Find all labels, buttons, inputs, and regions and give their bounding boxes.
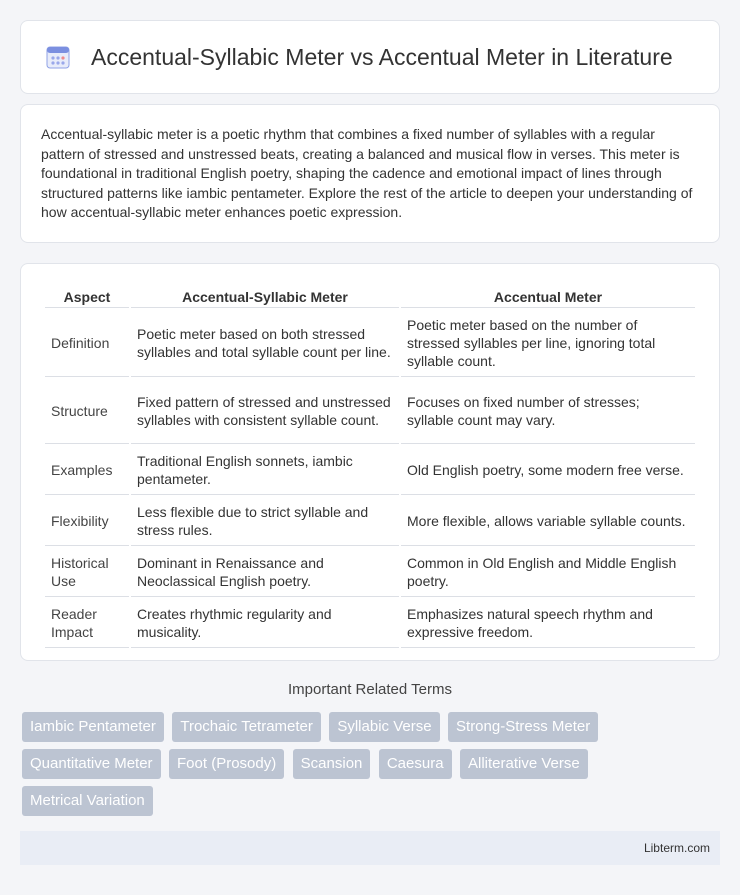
calendar-grid-icon [45,44,71,70]
column-header: Accentual-Syllabic Meter [131,286,399,308]
table-cell: Poetic meter based on both stressed syllables and total syllable count per line. [131,310,399,377]
footer-site-link[interactable]: Libterm.com [643,841,710,855]
aspect-cell: Examples [45,446,129,495]
table-cell: More flexible, allows variable syllable counts. [401,497,695,546]
header-card [20,20,720,94]
aspect-cell: Structure [45,379,129,444]
related-term-tag[interactable]: Scansion [293,749,371,779]
aspect-cell: Flexibility [45,497,129,546]
table-cell: Focuses on fixed number of stresses; syllable count may vary. [401,379,695,444]
table-row [45,497,695,546]
comparison-card [20,263,720,661]
related-term-tag[interactable]: Metrical Variation [22,786,153,816]
table-cell: Dominant in Renaissance and Neoclassical English poetry. [131,548,399,597]
page-title: Accentual-Syllabic Meter vs Accentual Meter in Literature [91,43,673,70]
table-cell: Poetic meter based on the number of stressed syllables per line, ignoring total syllable count. [401,310,695,377]
intro-card [20,104,720,243]
aspect-cell: Historical Use [45,548,129,597]
table-header-row [45,286,695,308]
table-row [45,379,695,444]
related-term-tag[interactable]: Strong-Stress Meter [448,712,598,742]
table-row [45,310,695,377]
column-header: Accentual Meter [401,286,695,308]
related-term-tag[interactable]: Alliterative Verse [460,749,588,779]
aspect-cell: Reader Impact [45,599,129,648]
aspect-cell: Definition [45,310,129,377]
table-cell: Fixed pattern of stressed and unstressed syllables with consistent syllable count. [131,379,399,444]
table-cell: Common in Old English and Middle English poetry. [401,548,695,597]
table-row [45,599,695,648]
table-cell: Less flexible due to strict syllable and stress rules. [131,497,399,546]
table-row [45,446,695,495]
table-row [45,548,695,597]
related-term-tag[interactable]: Trochaic Tetrameter [172,712,321,742]
column-header: Aspect [45,286,129,308]
footer [20,831,720,865]
table-cell: Traditional English sonnets, iambic pentameter. [131,446,399,495]
table-cell: Creates rhythmic regularity and musicality. [131,599,399,648]
related-term-tag[interactable]: Syllabic Verse [329,712,439,742]
comparison-table [43,284,697,650]
table-cell: Old English poetry, some modern free verse. [401,446,695,495]
related-term-tag[interactable]: Quantitative Meter [22,749,161,779]
related-term-tag[interactable]: Caesura [379,749,452,779]
intro-text: Accentual-syllabic meter is a poetic rhythm that combines a fixed number of syllables with a regular pattern of stressed and unstressed beats, creating a balanced and musical flow in verses. This meter is foundational in traditional English poetry, shaping the cadence and emotional impact of lines through structured patterns like iambic pentameter. Explore the rest of the article to deepen your understanding of how accentual-syllabic meter enhances poetic expression. [41,126,693,220]
related-term-tag[interactable]: Foot (Prosody) [169,749,284,779]
table-cell: Emphasizes natural speech rhythm and expressive freedom. [401,599,695,648]
related-terms-list [22,712,722,823]
related-term-tag[interactable]: Iambic Pentameter [22,712,164,742]
related-terms-title: Important Related Terms [288,681,452,698]
